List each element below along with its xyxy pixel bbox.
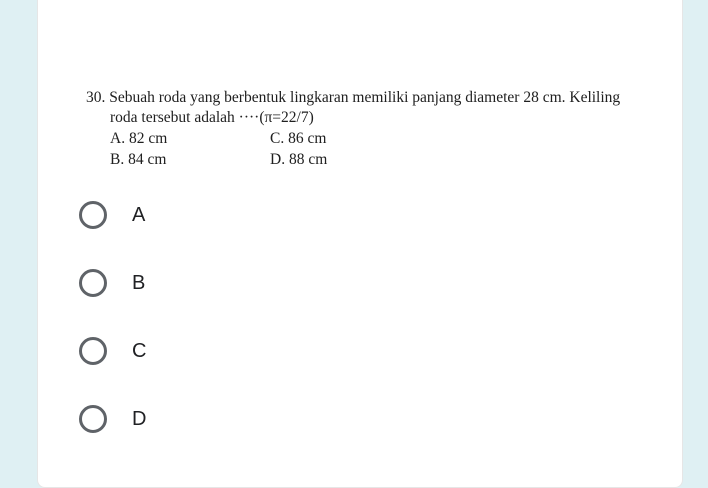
- choice-d[interactable]: [79, 402, 146, 436]
- choice-a-label[interactable]: A: [132, 203, 146, 226]
- question-option-c: C. 86 cm: [270, 130, 327, 147]
- choice-d-label[interactable]: D: [132, 407, 147, 430]
- choice-c[interactable]: [79, 334, 146, 368]
- radio-button-b[interactable]: [79, 269, 107, 297]
- question-option-a: A. 82 cm: [110, 130, 168, 147]
- question-option-d: D. 88 cm: [270, 151, 328, 168]
- radio-button-d[interactable]: [79, 405, 107, 433]
- question-option-b: B. 84 cm: [110, 151, 167, 168]
- radio-button-c[interactable]: [79, 337, 107, 365]
- question-line-1: 30. Sebuah roda yang berbentuk lingkaran memiliki panjang diameter 28 cm. Keliling: [86, 89, 621, 106]
- choice-b[interactable]: [79, 266, 145, 300]
- radio-button-a[interactable]: [79, 201, 107, 229]
- choice-c-label[interactable]: C: [132, 339, 147, 362]
- choice-a[interactable]: [79, 198, 145, 232]
- question-line-2: roda tersebut adalah ····(π=22/7): [110, 109, 314, 126]
- question-card: [37, 0, 683, 488]
- choice-b-label[interactable]: B: [132, 271, 146, 294]
